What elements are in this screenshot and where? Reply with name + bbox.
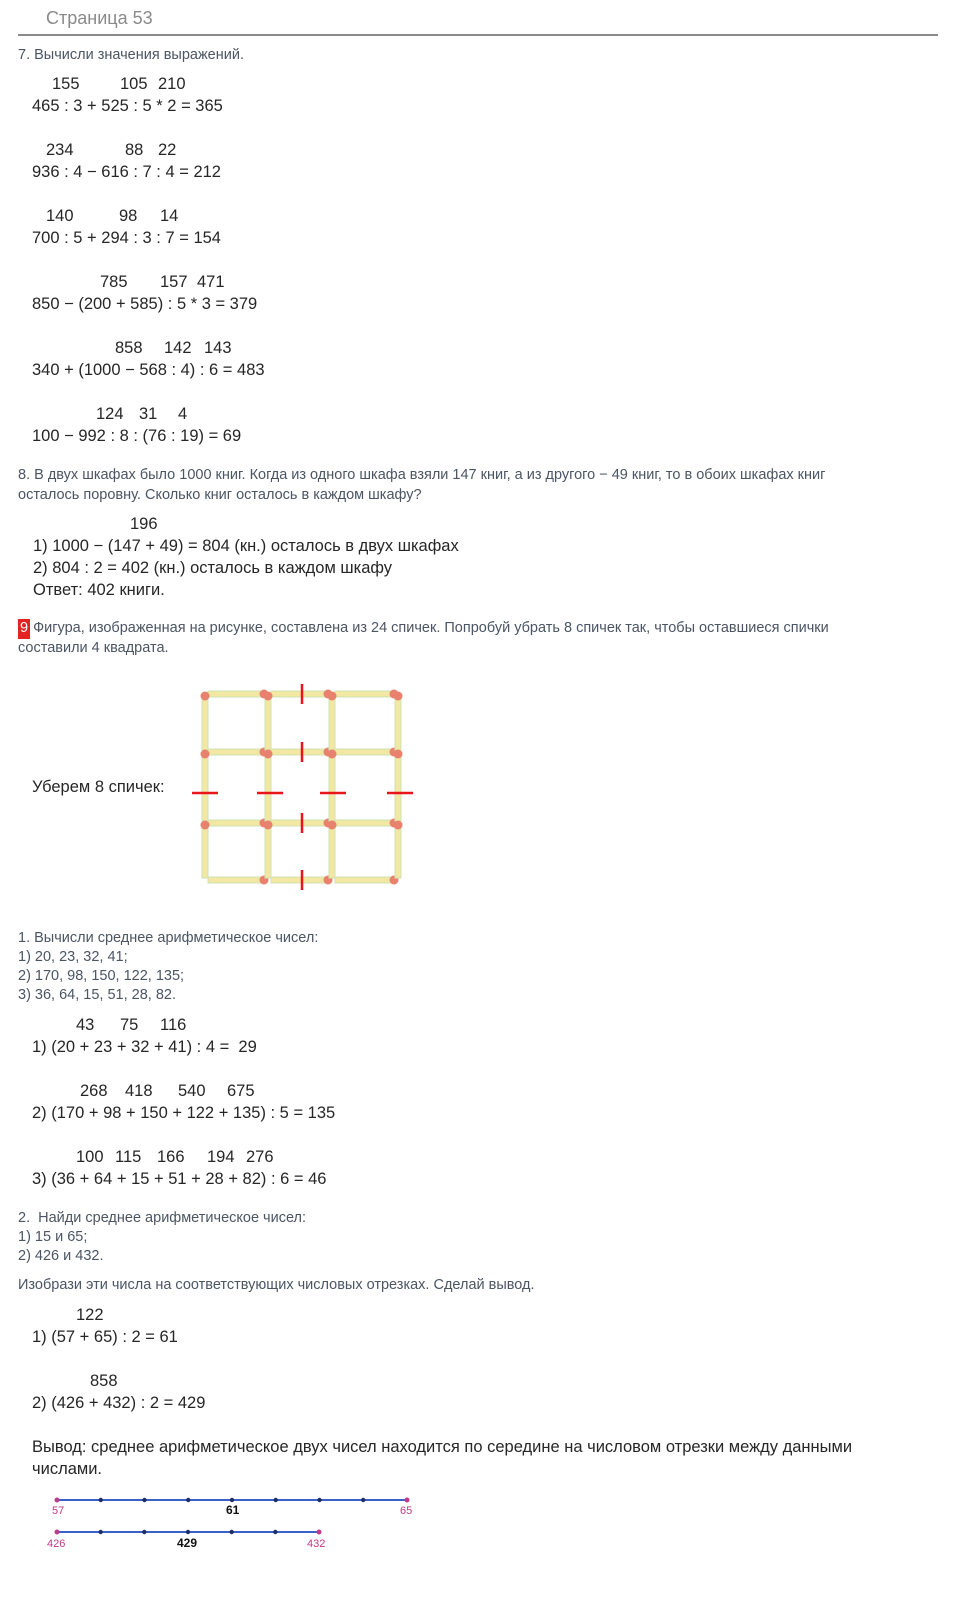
note: 785 [100, 273, 128, 291]
start-label: 57 [52, 1505, 65, 1517]
tick-dot [361, 1498, 365, 1502]
note: 75 [120, 1016, 139, 1034]
note: 115 [115, 1148, 142, 1166]
matchstick [394, 750, 403, 822]
note: 4 [178, 405, 188, 423]
matchstick [208, 819, 269, 828]
tick-dot [274, 1498, 278, 1502]
expression: 700 : 5 + 294 : 3 : 7 = 154 [32, 229, 221, 247]
avg2-title: 2. Найди среднее арифметическое чисел: [18, 1210, 307, 1226]
match-body [335, 877, 393, 883]
match-body [202, 827, 208, 878]
note: 98 [119, 207, 138, 225]
note: 105 [120, 75, 148, 93]
note: 31 [139, 405, 158, 423]
tick-dot [273, 1530, 277, 1534]
expression: 1) (20 + 23 + 32 + 41) : 4 = 29 [32, 1038, 257, 1056]
note: 471 [197, 273, 225, 291]
match-body [265, 756, 271, 821]
note: 675 [227, 1082, 255, 1100]
match-body [329, 698, 335, 750]
matchstick [264, 750, 273, 822]
matchstick [328, 821, 337, 879]
note: 88 [125, 141, 144, 159]
note: 210 [158, 75, 186, 93]
tick-dot [405, 1498, 410, 1503]
note: 858 [115, 339, 143, 357]
matchstick [208, 876, 269, 885]
match-body [335, 691, 393, 697]
note: 194 [207, 1148, 235, 1166]
avg2-list-item: 1) 15 и 65; [18, 1229, 88, 1245]
note: 100 [76, 1148, 104, 1166]
tick-dot [229, 1530, 233, 1534]
matchstick-figure [190, 680, 420, 905]
match-body [271, 877, 327, 883]
note: 122 [76, 1306, 104, 1324]
expression: 465 : 3 + 525 : 5 * 2 = 365 [32, 97, 223, 115]
task8-text-line2: осталось поровну. Сколько книг осталось в каждом шкафу? [18, 487, 422, 503]
note: 418 [125, 1082, 153, 1100]
task8-step1: 1) 1000 − (147 + 49) = 804 (кн.) осталось в двух шкафах [33, 537, 459, 555]
expression: 936 : 4 − 616 : 7 : 4 = 212 [32, 163, 221, 181]
mid-label: 61 [226, 1503, 240, 1517]
expression: 3) (36 + 64 + 15 + 51 + 28 + 82) : 6 = 46 [32, 1170, 327, 1188]
avg1-title: 1. Вычисли среднее арифметическое чисел: [18, 930, 319, 946]
avg1-list-item: 3) 36, 64, 15, 51, 28, 82. [18, 987, 177, 1003]
match-body [271, 691, 327, 697]
match-body [271, 820, 327, 826]
tick-dot [230, 1498, 234, 1502]
matchstick [335, 819, 399, 828]
match-body [202, 756, 208, 821]
conclusion-line2: числами. [32, 1460, 103, 1478]
note: 14 [160, 207, 179, 225]
avg1-list-item: 1) 20, 23, 32, 41; [18, 949, 128, 965]
matchstick [394, 821, 403, 879]
note: 166 [157, 1148, 185, 1166]
match-body [265, 698, 271, 750]
expression: 1) (57 + 65) : 2 = 61 [32, 1328, 178, 1346]
match-body [395, 756, 401, 821]
note: 22 [158, 141, 177, 159]
mid-label: 429 [177, 1536, 198, 1550]
task9-answer-label: Уберем 8 спичек: [32, 778, 165, 796]
task9-text: Фигура, изображенная на рисунке, составлена из 24 спичек. Попробуй убрать 8 спичек так, чтобы оставшиеся спички [33, 620, 829, 636]
task9-number-badge: 9 [18, 619, 30, 639]
match-body [329, 827, 335, 878]
matchstick [394, 692, 403, 751]
note: 276 [246, 1148, 274, 1166]
tick-dot [55, 1498, 60, 1503]
task7-title: 7. Вычисли значения выражений. [18, 47, 244, 63]
match-head [328, 692, 337, 701]
tick-dot [99, 1498, 103, 1502]
tick-dot [317, 1498, 321, 1502]
expression: 2) (170 + 98 + 150 + 122 + 135) : 5 = 135 [32, 1104, 336, 1122]
match-head [328, 821, 337, 830]
note: 143 [204, 339, 232, 357]
tick-dot [55, 1530, 60, 1535]
task8-answer: Ответ: 402 книги. [33, 581, 165, 599]
match-body [335, 749, 393, 755]
match-body [329, 756, 335, 821]
matchstick [328, 692, 337, 751]
match-head [201, 821, 210, 830]
tick-dot [317, 1530, 322, 1535]
tick-dot [142, 1530, 146, 1534]
match-head [201, 750, 210, 759]
note: 124 [96, 405, 124, 423]
matchsticks [201, 690, 403, 885]
task8-note: 196 [130, 515, 158, 533]
match-head [394, 821, 403, 830]
matchstick [208, 748, 269, 757]
note: 155 [52, 75, 80, 93]
task9-text-line2: составили 4 квадрата. [18, 640, 169, 656]
tick-dot [98, 1530, 102, 1534]
note: 142 [164, 339, 192, 357]
avg1-list-item: 2) 170, 98, 150, 122, 135; [18, 968, 185, 984]
expression: 2) (426 + 432) : 2 = 429 [32, 1394, 206, 1412]
match-head [394, 692, 403, 701]
match-body [395, 698, 401, 750]
end-label: 65 [400, 1505, 413, 1517]
match-head [201, 692, 210, 701]
match-body [208, 877, 263, 883]
expression: 100 − 992 : 8 : (76 : 19) = 69 [32, 427, 242, 445]
note: 140 [46, 207, 74, 225]
task9-text-line1 [18, 619, 829, 639]
match-body [265, 827, 271, 878]
number-line-2 [47, 1530, 325, 1551]
removal-marks [192, 684, 413, 890]
match-head [328, 750, 337, 759]
match-head [394, 750, 403, 759]
note: 157 [160, 273, 188, 291]
avg2-instruction: Изобрази эти числа на соответствующих числовых отрезках. Сделай вывод. [18, 1277, 535, 1293]
conclusion-line1: Вывод: среднее арифметическое двух чисел находится по середине на числовом отрезки между данными [32, 1438, 853, 1456]
match-head [264, 750, 273, 759]
tick-dot [186, 1498, 190, 1502]
page-header [18, 0, 938, 36]
matchstick [335, 748, 399, 757]
match-body [208, 749, 263, 755]
expression: 850 − (200 + 585) : 5 * 3 = 379 [32, 295, 258, 313]
match-head [264, 692, 273, 701]
matchstick [328, 750, 337, 822]
match-head [264, 821, 273, 830]
note: 540 [178, 1082, 206, 1100]
page-title: Страница 53 [46, 8, 153, 28]
start-label: 426 [47, 1538, 66, 1550]
matchstick [264, 821, 273, 879]
matchstick [335, 876, 399, 885]
number-line-1 [52, 1498, 412, 1518]
note: 858 [90, 1372, 118, 1390]
expression: 340 + (1000 − 568 : 4) : 6 = 483 [32, 361, 265, 379]
task8-step2: 2) 804 : 2 = 402 (кн.) осталось в каждом шкафу [33, 559, 393, 577]
note: 234 [46, 141, 74, 159]
tick-dot [186, 1530, 190, 1534]
matchstick [264, 692, 273, 751]
match-body [208, 820, 263, 826]
matchstick [201, 692, 210, 751]
avg2-list-item: 2) 426 и 432. [18, 1248, 104, 1264]
matchstick [335, 690, 399, 699]
matchstick [201, 821, 210, 879]
end-label: 432 [307, 1538, 326, 1550]
match-body [202, 698, 208, 750]
matchstick [208, 690, 269, 699]
note: 116 [160, 1016, 187, 1034]
match-body [208, 691, 263, 697]
note: 268 [80, 1082, 108, 1100]
match-body [271, 749, 327, 755]
task8-text-line1: 8. В двух шкафах было 1000 книг. Когда из одного шкафа взяли 147 книг, а из другого − 49 книг, то в обоих шкафах книг [18, 467, 826, 483]
match-body [335, 820, 393, 826]
tick-dot [142, 1498, 146, 1502]
matchstick [201, 750, 210, 822]
match-body [395, 827, 401, 878]
note: 43 [76, 1016, 95, 1034]
number-lines [40, 1490, 440, 1560]
